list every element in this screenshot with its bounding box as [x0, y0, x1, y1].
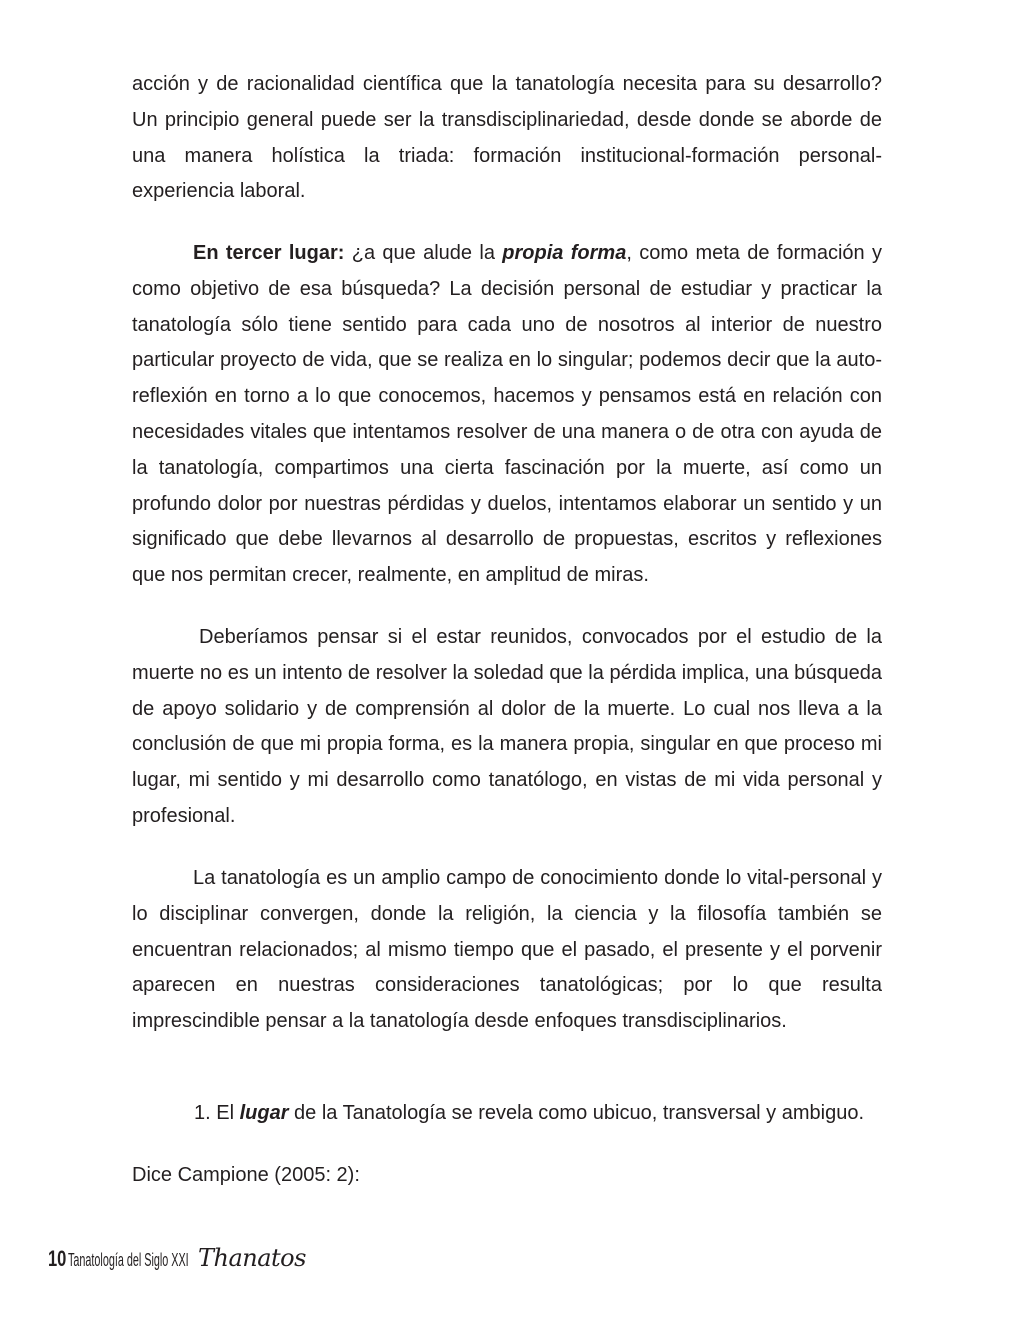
paragraph-4-text: La tanatología es un amplio campo de conocimiento donde lo vital-personal y lo disciplinar convergen, donde la religión, la ciencia y la filosofía también se encuentran relacionados; al mismo tiempo que el pasado, el presente y el porvenir aparecen en nuestras consideraciones tanatológicas; por lo que resulta imprescindible pensar a la tanatología desde enfoques transdisciplinarios.	[132, 867, 882, 1033]
list-item-post: de la Tanatología se revela como ubicuo, transversal y ambiguo.	[288, 1102, 865, 1124]
paragraph-4	[132, 861, 882, 1040]
paragraph-2	[132, 236, 882, 594]
paragraph-2-part1: ¿a que alude la	[344, 242, 503, 264]
list-item	[132, 1096, 882, 1132]
list-item-emphasis: lugar	[239, 1102, 289, 1124]
page-footer	[48, 1244, 306, 1274]
list-item-pre: El	[216, 1102, 240, 1124]
paragraph-6	[132, 1158, 882, 1194]
paragraph-2-lead: En tercer lugar:	[193, 242, 345, 264]
paragraph-2-part2: , como meta de formación y como objetivo de esa búsqueda? La decisión personal de estudiar y practicar la tanatología sólo tiene sentido para cada uno de nosotros al interior de nuestro particular proyecto de vida, que se realiza en lo singular; podemos decir que la auto-reflexión en torno a lo que conocemos, hacemos y pensamos está en relación con necesidades vitales que intentamos resolver de una manera o de otra con ayuda de la tanatología, compartimos una cierta fascinación por la muerte, así como un profundo dolor por nuestras pérdidas y duelos, intentamos elaborar un sentido y un significado que debe llevarnos al desarrollo de propuestas, escritos y reflexiones que nos permitan crecer, realmente, en amplitud de miras.	[132, 242, 882, 587]
paragraph-6-text: Dice Campione (2005: 2):	[132, 1164, 360, 1186]
paragraph-1	[132, 67, 882, 210]
list-item-number: 1.	[194, 1102, 211, 1124]
thanatos-logo: Thanatos	[198, 1244, 306, 1272]
paragraph-3	[132, 620, 882, 835]
paragraph-3-text: Deberíamos pensar si el estar reunidos, convocados por el estudio de la muerte no es un intento de resolver la soledad que la pérdida implica, una búsqueda de apoyo solidario y de comprensión al dolor de la muerte. Lo cual nos lleva a la conclusión de que mi propia forma, es la manera propia, singular en que proceso mi lugar, mi sentido y mi desarrollo como tanatólogo, en vistas de mi vida personal y profesional.	[132, 626, 882, 827]
publication-title: Tanatología del Siglo XXI	[68, 1250, 189, 1270]
paragraph-1-text: acción y de racionalidad científica que la tanatología necesita para su desarrollo? Un principio general puede ser la transdisciplinariedad, desde donde se aborde de una manera holística la triada: formación institucional-formación personal-experiencia laboral.	[132, 73, 882, 203]
paragraph-2-emphasis: propia forma	[502, 242, 627, 264]
page-number: 10	[48, 1246, 67, 1271]
